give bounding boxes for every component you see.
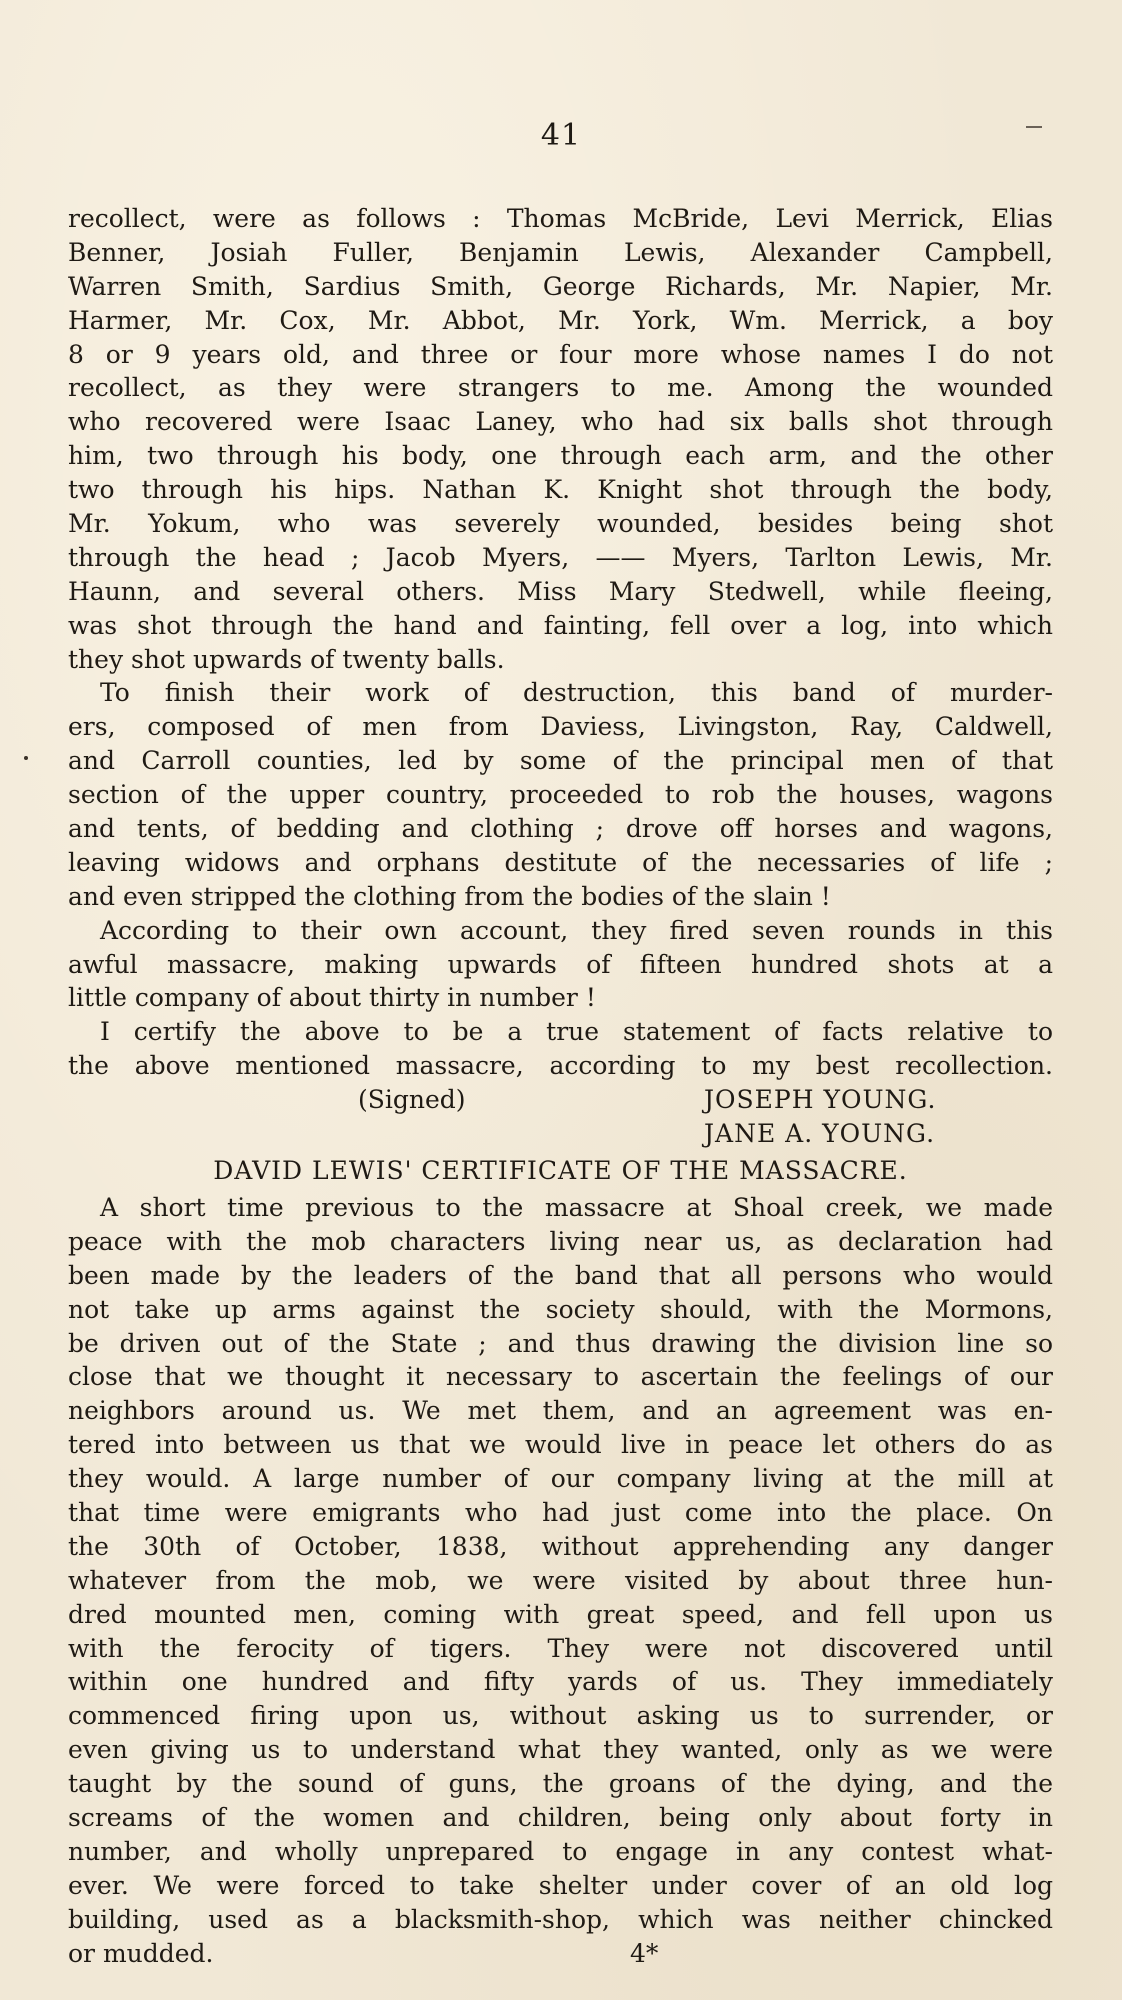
text-line: him, two through his body, one through each arm, and the other <box>68 441 1053 471</box>
text-line: who recovered were Isaac Laney, who had six balls shot through <box>68 407 1053 437</box>
text-line: To finish their work of destruction, this band of murder- <box>100 678 1053 708</box>
margin-dot <box>24 756 28 760</box>
text-line: taught by the sound of guns, the groans of the dying, and the <box>68 1769 1053 1799</box>
text-line: Benner, Josiah Fuller, Benjamin Lewis, Alexander Campbell, <box>68 237 1053 267</box>
text-line: Harmer, Mr. Cox, Mr. Abbot, Mr. York, Wm. Merrick, a boy <box>68 305 1053 335</box>
paragraph-5 <box>68 1191 1053 1937</box>
text-line: they would. A large number of our company living at the mill at <box>68 1464 1053 1494</box>
text-line: recollect, as they were strangers to me. Among the wounded <box>68 373 1053 403</box>
text-line: be driven out of the State ; and thus drawing the division line so <box>68 1328 1053 1358</box>
text-line: number, and wholly unprepared to engage in any contest what- <box>68 1836 1053 1866</box>
text-line: been made by the leaders of the band that all persons who would <box>68 1260 1053 1290</box>
text-line: I certify the above to be a true statement of facts relative to <box>100 1017 1053 1047</box>
text-line: the above mentioned massacre, according to my best recollection. <box>68 1051 1053 1081</box>
text-line: and Carroll counties, led by some of the principal men of that <box>68 746 1053 776</box>
text-line: they shot upwards of twenty balls. <box>68 644 505 674</box>
text-line: ever. We were forced to take shelter under cover of an old log <box>68 1870 1053 1900</box>
paragraph-3 <box>68 914 1053 1016</box>
text-line: and tents, of bedding and clothing ; drove off horses and wagons, <box>68 814 1053 844</box>
text-line: peace with the mob characters living near us, as declaration had <box>68 1226 1053 1256</box>
signature-block <box>68 1083 1053 1151</box>
text-line: screams of the women and children, being only about forty in <box>68 1802 1053 1832</box>
text-line: leaving widows and orphans destitute of the necessaries of life ; <box>68 847 1053 877</box>
text-line: 8 or 9 years old, and three or four more whose names I do not <box>68 339 1053 369</box>
text-line: close that we thought it necessary to ascertain the feelings of our <box>68 1362 1053 1392</box>
text-line: Warren Smith, Sardius Smith, George Richards, Mr. Napier, Mr. <box>68 271 1053 301</box>
text-line: through the head ; Jacob Myers, —— Myers, Tarlton Lewis, Mr. <box>68 542 1053 572</box>
text-line: section of the upper country, proceeded to rob the houses, wagons <box>68 780 1053 810</box>
text-line: within one hundred and fifty yards of us. They immediately <box>68 1667 1053 1697</box>
text-line: awful massacre, making upwards of fifteen hundred shots at a <box>68 949 1053 979</box>
text-line: A short time previous to the massacre at Shoal creek, we made <box>100 1192 1053 1222</box>
paragraph-2 <box>68 676 1053 913</box>
text-line: that time were emigrants who had just come into the place. On <box>68 1497 1053 1527</box>
paragraph-1 <box>68 202 1053 676</box>
section-heading: DAVID LEWIS' CERTIFICATE OF THE MASSACRE. <box>213 1155 908 1185</box>
text-line: the 30th of October, 1838, without apprehending any danger <box>68 1531 1053 1561</box>
paragraph-4 <box>68 1015 1053 1083</box>
signed-label: (Signed) <box>358 1085 466 1115</box>
text-line: Mr. Yokum, who was severely wounded, besides being shot <box>68 509 1053 539</box>
body-text <box>68 202 1053 1970</box>
text-line: Haunn, and several others. Miss Mary Stedwell, while fleeing, <box>68 576 1053 606</box>
text-line: According to their own account, they fired seven rounds in this <box>100 915 1053 945</box>
corner-mark <box>1026 126 1042 128</box>
text-line: neighbors around us. We met them, and an agreement was en- <box>68 1396 1053 1426</box>
page-number: 41 <box>540 118 582 153</box>
text-line: recollect, were as follows : Thomas McBride, Levi Merrick, Elias <box>68 204 1053 233</box>
text-line: and even stripped the clothing from the bodies of the slain ! <box>68 881 831 911</box>
text-line: little company of about thirty in number ! <box>68 983 596 1013</box>
text-line: tered into between us that we would live in peace let others do as <box>68 1430 1053 1460</box>
text-line: whatever from the mob, we were visited by about three hun- <box>68 1565 1053 1595</box>
text-line: two through his hips. Nathan K. Knight shot through the body, <box>68 475 1053 505</box>
text-line: ers, composed of men from Daviess, Livingston, Ray, Caldwell, <box>68 712 1053 742</box>
text-line: with the ferocity of tigers. They were not discovered until <box>68 1633 1053 1663</box>
text-line: commenced firing upon us, without asking us to surrender, or <box>68 1701 1053 1731</box>
text-line: building, used as a blacksmith-shop, which was neither chincked <box>68 1904 1053 1934</box>
text-line: dred mounted men, coming with great speed, and fell upon us <box>68 1599 1053 1629</box>
text-line: was shot through the hand and fainting, fell over a log, into which <box>68 610 1053 640</box>
text-line: even giving us to understand what they wanted, only as we were <box>68 1735 1053 1765</box>
text-line: not take up arms against the society should, with the Mormons, <box>68 1294 1053 1324</box>
signatory-name: JANE A. YOUNG. <box>704 1119 936 1149</box>
signatory-name: JOSEPH YOUNG. <box>704 1085 937 1115</box>
final-line <box>68 1937 1053 1971</box>
signature-mark: 4* <box>630 1938 659 1968</box>
final-text: or mudded. <box>68 1938 214 1968</box>
